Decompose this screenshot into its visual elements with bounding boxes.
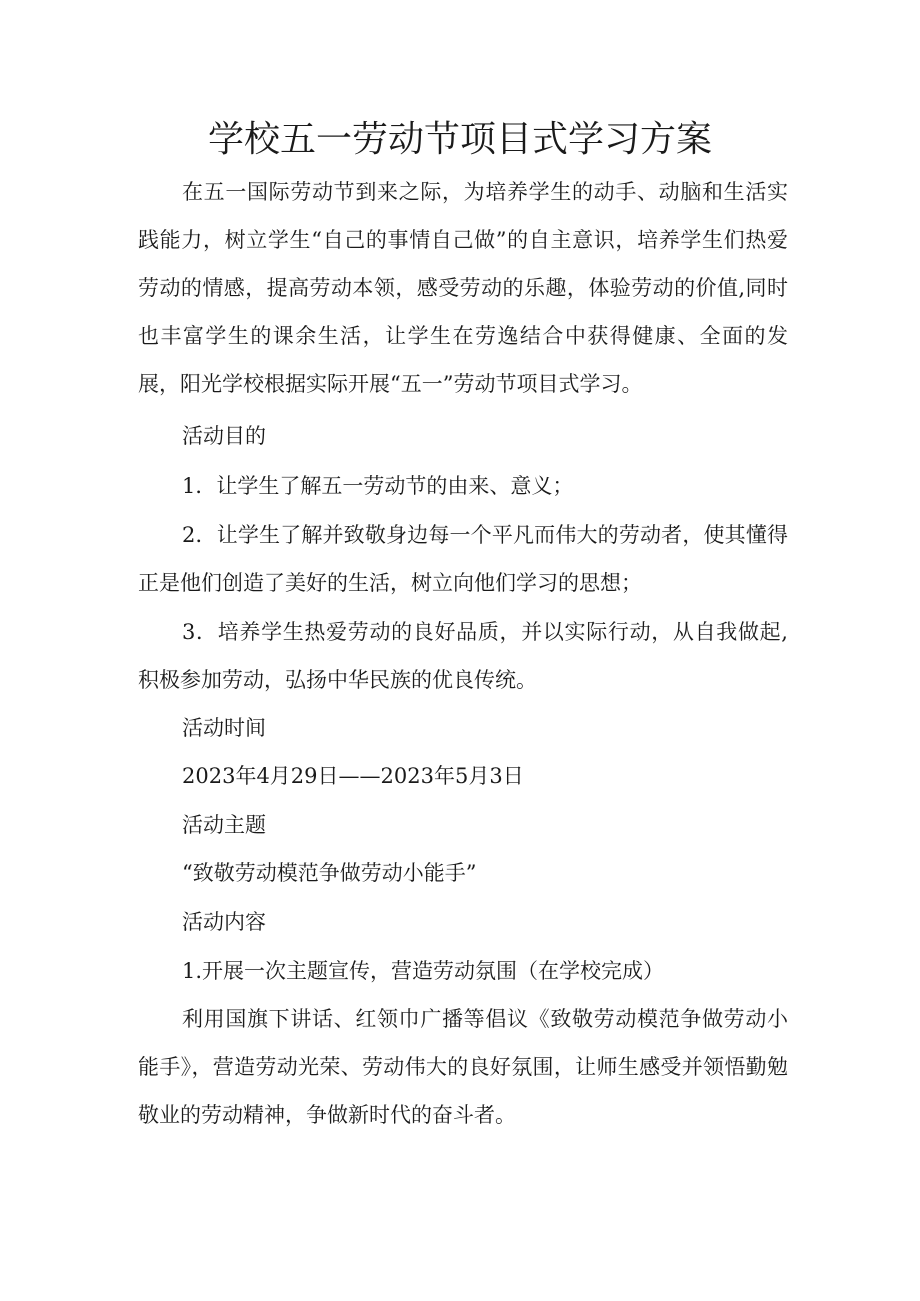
theme-heading: 活动主题 (182, 813, 266, 837)
goals-heading: 活动目的 (182, 424, 266, 448)
theme-value: “致敬劳动模范争做劳动小能手” (182, 861, 477, 885)
content-item-1: 1.开展一次主题宣传，营造劳动氛围（在学校完成） (182, 959, 665, 983)
goal-item-3: 3．培养学生热爱劳动的良好品质，并以实际行动，从自我做起,积极参加劳动，弘扬中华民族的优良传统。 (138, 620, 788, 692)
document-title: 学校五一劳动节项目式学习方案 (207, 119, 712, 160)
time-value: 2023年4月29日——2023年5月3日 (182, 764, 524, 788)
time-heading: 活动时间 (182, 716, 266, 740)
goal-item-1: 1．让学生了解五一劳动节的由来、意义； (182, 474, 574, 498)
content-heading: 活动内容 (182, 910, 266, 934)
content-paragraph: 利用国旗下讲话、红领巾广播等倡议《致敬劳动模范争做劳动小能手》，营造劳动光荣、劳动伟大的良好氛围，让师生感受并领悟勤勉敬业的劳动精神，争做新时代的奋斗者。 (138, 1007, 788, 1127)
goal-item-2: 2．让学生了解并致敬身边每一个平凡而伟大的劳动者，使其懂得正是他们创造了美好的生活，树立向他们学习的思想； (138, 523, 788, 595)
intro-paragraph: 在五一国际劳动节到来之际，为培养学生的动手、动脑和生活实践能力，树立学生“自己的事情自己做”的自主意识，培养学生们热爱劳动的情感，提高劳动本领，感受劳动的乐趣，体验劳动的价值,同时也丰富学生的课余生活，让学生在劳逸结合中获得健康、全面的发展，阳光学校根据实际开展“五一”劳动节项目式学习。 (138, 180, 788, 396)
